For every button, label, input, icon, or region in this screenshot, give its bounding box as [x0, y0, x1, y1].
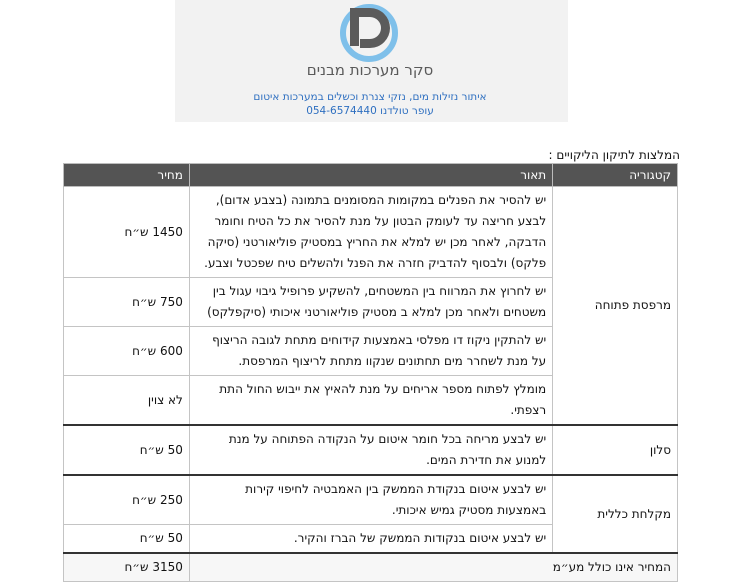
- category-cell: סלון: [553, 425, 678, 475]
- description-cell: יש לבצע מריחה בכל חומר איטום על הנקודה הפתוחה על מנת למנוע את חדירת המים.: [189, 425, 552, 475]
- company-tagline: איתור נזילות מים, נזקי צנרת וכשלים במערכות איטום: [253, 91, 487, 103]
- section-heading: המלצות לתיקון הליקויים :: [548, 148, 680, 162]
- table-row: [64, 187, 678, 278]
- price-cell: 1450 ש״ח: [64, 187, 190, 278]
- description-cell: יש לבצע איטום בנקודת הממשק בין האמבטיה לחיפוי קירות באמצעות מסטיק גמיש איכותי.: [189, 475, 552, 525]
- price-cell: 50 ש״ח: [64, 525, 190, 554]
- table-row: [64, 475, 678, 525]
- column-header-price: מחיר: [64, 164, 190, 187]
- total-row: [64, 553, 678, 582]
- description-cell: יש להסיר את הפנלים במקומות המסומנים בתמונה (בצבע אדום), לבצע חריצה עד לעומק הבטון על מנת להסיר את כל הטיח וחומר הדבקה, לאחר מכן יש למלא את החריץ במסטיק פוליאורטני (סיקה פלקס) ולבסוף להדביק חזרה את הפנל ולהשלים טיח שפכטל וצבע.: [189, 187, 552, 278]
- total-price: 3150 ש״ח: [64, 553, 190, 582]
- table-row: [64, 425, 678, 475]
- price-cell: 250 ש״ח: [64, 475, 190, 525]
- column-header-category: קטגוריה: [553, 164, 678, 187]
- price-cell: 600 ש״ח: [64, 327, 190, 376]
- description-cell: יש לחרוץ את המרווח בין המשטחים, להשקיע פרופיל גיבוי עגול בין משטחים ולאחר מכן למלא ב מסטיק פוליאורטני איכותי (סיקפלקס): [189, 278, 552, 327]
- price-cell: לא צוין: [64, 376, 190, 426]
- table-header-row: [64, 164, 678, 187]
- company-logo: [338, 2, 400, 64]
- contact-line: עופר טולדנו 054-6574440: [306, 105, 434, 117]
- price-cell: 50 ש״ח: [64, 425, 190, 475]
- price-cell: 750 ש״ח: [64, 278, 190, 327]
- total-label: המחיר אינו כולל מע״מ: [189, 553, 677, 582]
- category-cell: מקלחת כללית: [553, 475, 678, 553]
- column-header-description: תאור: [189, 164, 552, 187]
- description-cell: יש לבצע איטום בנקודות הממשק של הברז והקיר.: [189, 525, 552, 554]
- recommendations-table: [63, 163, 678, 582]
- category-cell: מרפסת פתוחה: [553, 187, 678, 426]
- description-cell: יש להתקין ניקוז דו מפלסי באמצעות קידוחים מתחת לגובה הריצוף על מנת לשחרר מים תחתונים שנקוו מתחת לריצוף המרפסת.: [189, 327, 552, 376]
- description-cell: מומלץ לפתוח מספר אריחים על מנת להאיץ את ייבוש החול התת רצפתי.: [189, 376, 552, 426]
- company-name: סקר מערכות מבנים: [306, 61, 434, 79]
